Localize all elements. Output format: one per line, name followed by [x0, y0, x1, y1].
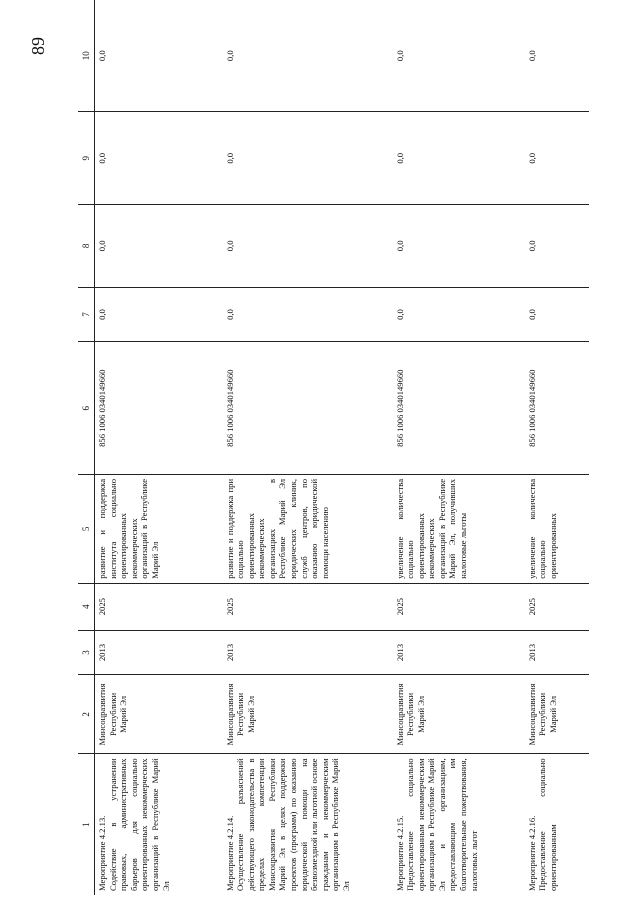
- value-cell-7: 0,0: [525, 287, 589, 342]
- result-cell: развитие и поддержка института социально ориентированных некоммерческих организаций в Республике Марий Эл: [95, 474, 223, 583]
- budget-code-cell: 856 1006 0340149660: [525, 342, 589, 475]
- value-cell-10: 0,0: [526, 50, 537, 62]
- measure-cell: [393, 754, 525, 895]
- value-cell-7: 0,0: [95, 287, 223, 342]
- value-cell-8: 0,0: [223, 205, 393, 288]
- value-cell-8: 0,0: [525, 205, 589, 288]
- value-cell-9: 0,0: [393, 112, 525, 205]
- result-cell: развитие и поддержка при социально ориентированных некоммерческих организациях в Республике Марий Эл юридических клиник, служб центров, по оказанию юридической помощи населению: [223, 474, 393, 583]
- end-year-cell: 2025: [393, 583, 525, 630]
- column-header-7: 7: [78, 287, 95, 342]
- column-header-4: 4: [78, 583, 95, 630]
- start-year-cell: 2013: [393, 630, 525, 675]
- column-header-3: 3: [78, 630, 95, 675]
- executor-cell: Минсоцразвития Республики Марий Эл: [95, 675, 223, 754]
- value-cell-9: 0,0: [95, 112, 223, 205]
- measure-cell: [525, 754, 589, 895]
- measure-text: Осуществление разъяснений действующего законодательства в пределах компетенции Минсоцразвития Республики Марий Эл в целях поддержки проектов (программ) по оказанию юридической помощи на безвозмездной или льготной основе гражданам и некоммерческим организациям в Республике Марий Эл: [235, 758, 352, 891]
- column-header-10: 10: [78, 0, 95, 112]
- column-header-8: 8: [78, 205, 95, 288]
- value-cell-7: 0,0: [393, 287, 525, 342]
- budget-code-cell: 856 1006 0340149660: [95, 342, 223, 475]
- value-cell-10: 0,0: [224, 50, 235, 62]
- value-cell-10: 0,0: [97, 50, 107, 62]
- column-header-9: 9: [78, 112, 95, 205]
- measure-code: Мероприятие 4.2.16.: [526, 815, 537, 891]
- start-year-cell: 2013: [525, 630, 589, 675]
- result-cell: увеличение количества социально ориентированных некоммерческих организаций в Республике Марий Эл, получивших налоговые льготы: [393, 474, 525, 583]
- budget-code-cell: 856 1006 0340149660: [223, 342, 393, 475]
- column-number-row: [78, 0, 95, 895]
- value-cell-9: 0,0: [525, 112, 589, 205]
- table-row: [393, 0, 525, 895]
- executor-cell: Минсоцразвития Республики Марий Эл: [223, 675, 393, 754]
- measure-code: Мероприятие 4.2.15.: [394, 815, 405, 891]
- measure-cell: [95, 754, 223, 895]
- measure-text: Предоставление социально ориентированным: [537, 758, 558, 891]
- column-header-6: 6: [78, 342, 95, 475]
- executor-cell: Минсоцразвития Республики Марий Эл: [393, 675, 525, 754]
- value-cell-9: 0,0: [223, 112, 393, 205]
- value-cell-8: 0,0: [95, 205, 223, 288]
- value-cell-10: 0,0: [394, 50, 405, 62]
- column-header-2: 2: [78, 675, 95, 754]
- table-row: [95, 0, 223, 895]
- measure-text: Содействие в устранении правовых, административных барьеров для социально ориентированных некоммерческих организаций в Республике Марий Эл: [107, 758, 171, 891]
- budget-code-cell: 856 1006 0340149660: [393, 342, 525, 475]
- start-year-cell: 2013: [223, 630, 393, 675]
- end-year-cell: 2025: [223, 583, 393, 630]
- measure-code: Мероприятие 4.2.14.: [224, 815, 235, 891]
- table-row: [525, 0, 589, 895]
- measure-cell: [223, 754, 393, 895]
- end-year-cell: 2025: [525, 583, 589, 630]
- page-number: 89: [28, 37, 48, 55]
- start-year-cell: 2013: [95, 630, 223, 675]
- column-header-5: 5: [78, 474, 95, 583]
- measures-table: [78, 0, 589, 895]
- measure-text: Предоставление социально ориентированным некоммерческим организациям в Республике Марий Эл и организациям, предоставляющим им благотворительные пожертвования, налоговых льгот: [405, 758, 479, 891]
- column-header-1: 1: [78, 754, 95, 895]
- value-cell-8: 0,0: [393, 205, 525, 288]
- table-row: [223, 0, 393, 895]
- executor-cell: Минсоцразвития Республики Марий Эл: [525, 675, 589, 754]
- end-year-cell: 2025: [95, 583, 223, 630]
- measure-code: Мероприятие 4.2.13.: [97, 815, 107, 891]
- value-cell-7: 0,0: [223, 287, 393, 342]
- result-cell: увеличение количества социально ориентированных: [525, 474, 589, 583]
